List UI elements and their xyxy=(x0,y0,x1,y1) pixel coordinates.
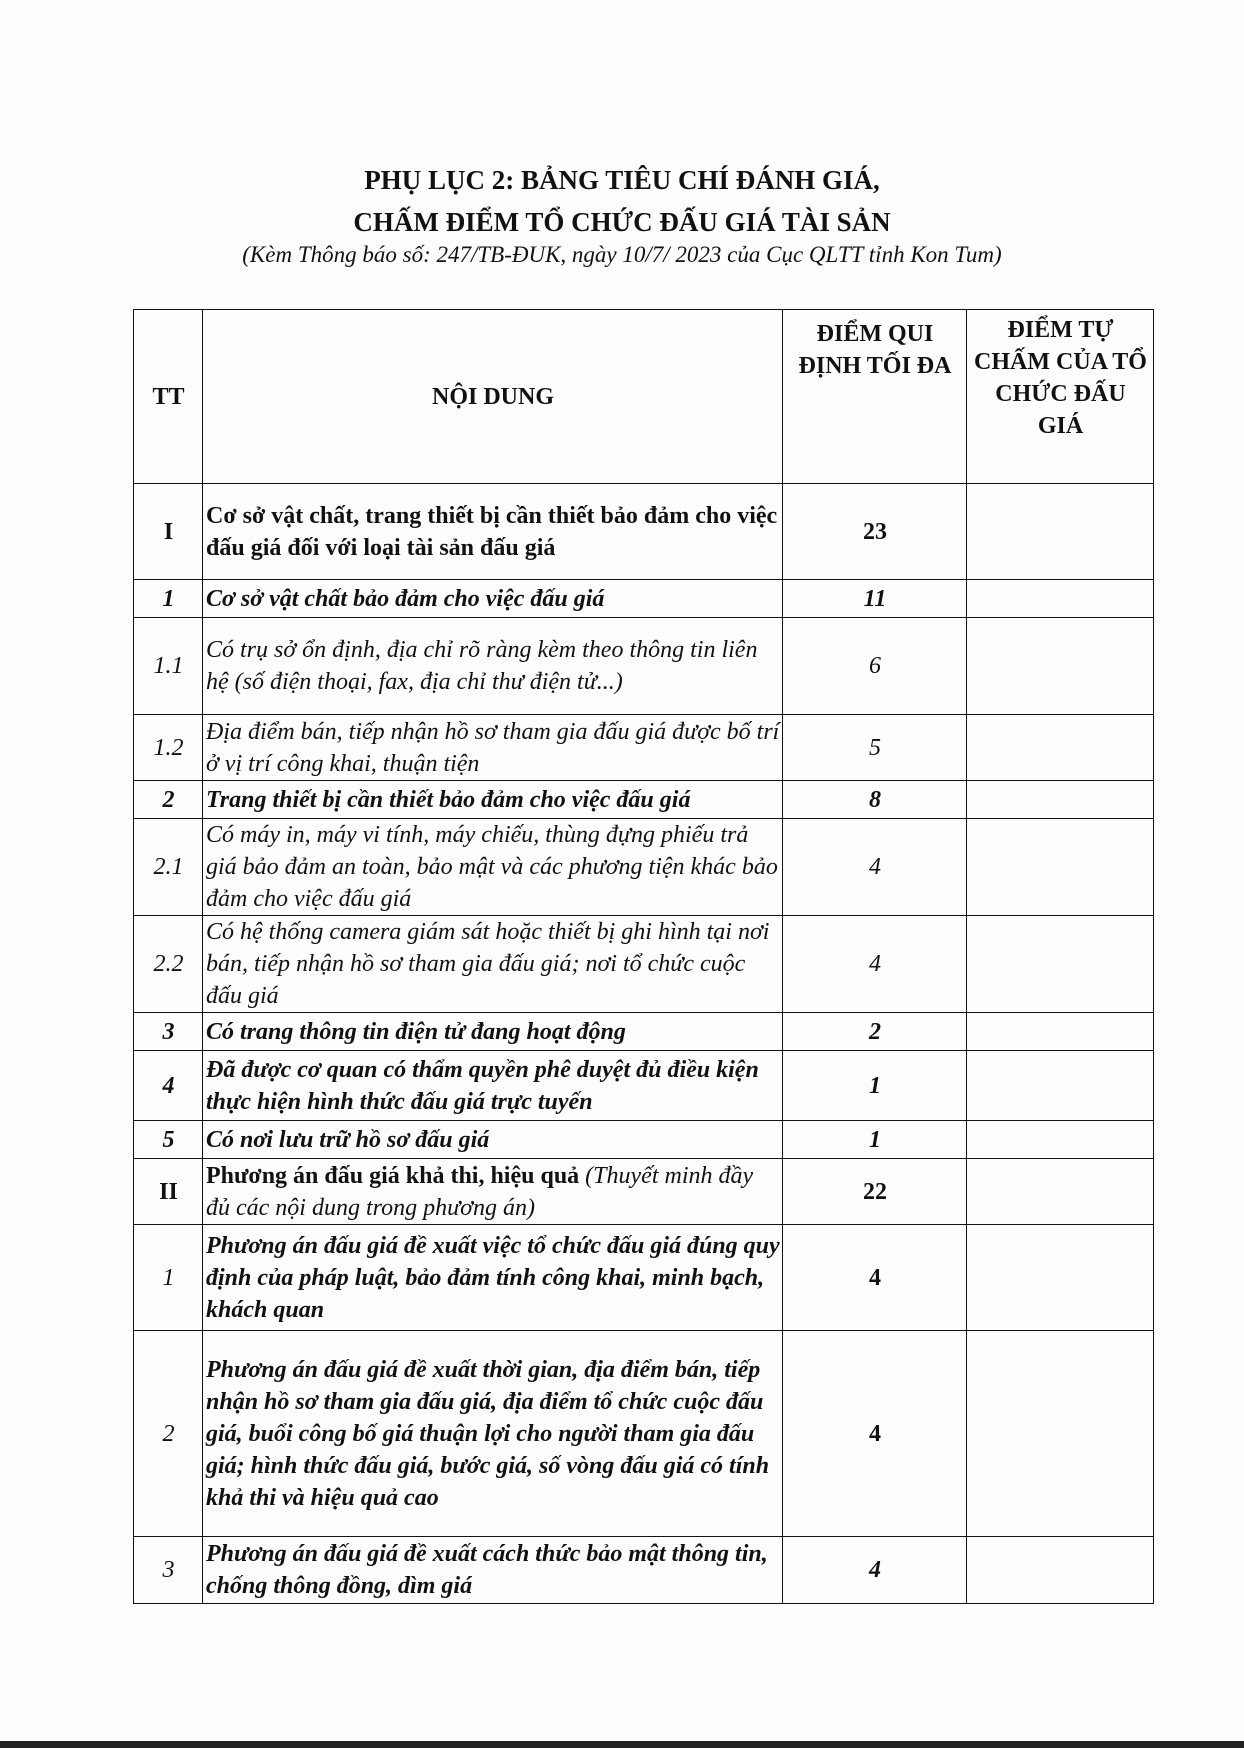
row-content-note: (Thuyết minh đầy đủ các nội dung trong phương án) xyxy=(206,1162,754,1221)
table-row xyxy=(134,715,1154,781)
row-tt: 3 xyxy=(134,1537,203,1604)
row-content: Phương án đấu giá đề xuất thời gian, địa điểm bán, tiếp nhận hồ sơ tham gia đấu giá, địa điểm tổ chức cuộc đấu giá, buổi công bố giá thuận lợi cho người tham gia đấu giá; hình thức đấu giá, bước giá, số vòng đấu giá có tính khả thi và hiệu quả cao xyxy=(203,1331,783,1537)
row-content: Cơ sở vật chất bảo đảm cho việc đấu giá xyxy=(203,580,783,618)
table-header-row xyxy=(134,310,1154,484)
header-tt: TT xyxy=(134,310,203,484)
row-max-score: 4 xyxy=(783,819,967,916)
row-self-score[interactable] xyxy=(967,819,1154,916)
row-tt: 1.2 xyxy=(134,715,203,781)
document-subtitle: (Kèm Thông báo số: 247/TB-ĐUK, ngày 10/7/ 2023 của Cục QLTT tỉnh Kon Tum) xyxy=(242,242,1002,267)
row-max-score: 1 xyxy=(783,1121,967,1159)
row-tt: I xyxy=(134,484,203,580)
table-row xyxy=(134,1331,1154,1537)
table-row xyxy=(134,819,1154,916)
row-tt: 1 xyxy=(134,580,203,618)
row-tt: II xyxy=(134,1159,203,1225)
table-row xyxy=(134,916,1154,1013)
row-content: Trang thiết bị cần thiết bảo đảm cho việc đấu giá xyxy=(203,781,783,819)
row-tt: 3 xyxy=(134,1013,203,1051)
row-self-score[interactable] xyxy=(967,1225,1154,1331)
table-row xyxy=(134,484,1154,580)
row-content: Có máy in, máy vi tính, máy chiếu, thùng đựng phiếu trả giá bảo đảm an toàn, bảo mật và các phương tiện khác bảo đảm cho việc đấu giá xyxy=(203,819,783,916)
row-tt: 1 xyxy=(134,1225,203,1331)
row-self-score[interactable] xyxy=(967,580,1154,618)
row-self-score[interactable] xyxy=(967,1013,1154,1051)
row-max-score: 4 xyxy=(783,1537,967,1604)
row-max-score: 8 xyxy=(783,781,967,819)
table-row xyxy=(134,1159,1154,1225)
row-max-score: 4 xyxy=(783,916,967,1013)
table-row xyxy=(134,1121,1154,1159)
row-self-score[interactable] xyxy=(967,1051,1154,1121)
row-max-score: 22 xyxy=(783,1159,967,1225)
header-self-score: ĐIỂM TỰ CHẤM CỦA TỔ CHỨC ĐẤU GIÁ xyxy=(967,310,1154,484)
row-max-score: 6 xyxy=(783,618,967,715)
row-max-score: 23 xyxy=(783,484,967,580)
row-tt: 4 xyxy=(134,1051,203,1121)
row-tt: 1.1 xyxy=(134,618,203,715)
row-self-score[interactable] xyxy=(967,1537,1154,1604)
row-self-score[interactable] xyxy=(967,484,1154,580)
row-content xyxy=(203,1159,783,1225)
row-tt: 2.1 xyxy=(134,819,203,916)
row-max-score: 2 xyxy=(783,1013,967,1051)
row-tt: 2 xyxy=(134,781,203,819)
row-max-score: 4 xyxy=(783,1225,967,1331)
row-max-score: 11 xyxy=(783,580,967,618)
row-self-score[interactable] xyxy=(967,1159,1154,1225)
table-row xyxy=(134,781,1154,819)
row-content: Có trụ sở ổn định, địa chỉ rõ ràng kèm theo thông tin liên hệ (số điện thoại, fax, địa chỉ thư điện tử...) xyxy=(203,618,783,715)
table-row xyxy=(134,1225,1154,1331)
document-title-line-2: CHẤM ĐIỂM TỔ CHỨC ĐẤU GIÁ TÀI SẢN xyxy=(353,207,891,237)
row-self-score[interactable] xyxy=(967,715,1154,781)
table-row xyxy=(134,580,1154,618)
row-content: Cơ sở vật chất, trang thiết bị cần thiết bảo đảm cho việc đấu giá đối với loại tài sản đấu giá xyxy=(203,484,783,580)
criteria-table xyxy=(133,309,1154,1604)
row-max-score: 5 xyxy=(783,715,967,781)
row-max-score: 1 xyxy=(783,1051,967,1121)
table-row xyxy=(134,1051,1154,1121)
row-content: Có trang thông tin điện tử đang hoạt động xyxy=(203,1013,783,1051)
header-max-score: ĐIỂM QUI ĐỊNH TỐI ĐA xyxy=(783,310,967,484)
row-tt: 2 xyxy=(134,1331,203,1537)
table-row xyxy=(134,1013,1154,1051)
row-content: Phương án đấu giá đề xuất việc tổ chức đấu giá đúng quy định của pháp luật, bảo đảm tính công khai, minh bạch, khách quan xyxy=(203,1225,783,1331)
row-self-score[interactable] xyxy=(967,1121,1154,1159)
row-self-score[interactable] xyxy=(967,916,1154,1013)
document-title-line-1: PHỤ LỤC 2: BẢNG TIÊU CHÍ ĐÁNH GIÁ, xyxy=(364,165,880,195)
header-content: NỘI DUNG xyxy=(203,310,783,484)
row-content: Địa điểm bán, tiếp nhận hồ sơ tham gia đấu giá được bố trí ở vị trí công khai, thuận tiện xyxy=(203,715,783,781)
row-self-score[interactable] xyxy=(967,618,1154,715)
row-tt: 5 xyxy=(134,1121,203,1159)
row-tt: 2.2 xyxy=(134,916,203,1013)
table-row xyxy=(134,618,1154,715)
row-content: Đã được cơ quan có thẩm quyền phê duyệt đủ điều kiện thực hiện hình thức đấu giá trực tuyến xyxy=(203,1051,783,1121)
row-content: Có hệ thống camera giám sát hoặc thiết bị ghi hình tại nơi bán, tiếp nhận hồ sơ tham gia đấu giá; nơi tổ chức cuộc đấu giá xyxy=(203,916,783,1013)
table-row xyxy=(134,1537,1154,1604)
row-content-main: Phương án đấu giá khả thi, hiệu quả xyxy=(206,1162,580,1189)
row-content: Phương án đấu giá đề xuất cách thức bảo mật thông tin, chống thông đồng, dìm giá xyxy=(203,1537,783,1604)
row-max-score: 4 xyxy=(783,1331,967,1537)
row-self-score[interactable] xyxy=(967,1331,1154,1537)
scan-bottom-edge xyxy=(0,1741,1244,1748)
row-content: Có nơi lưu trữ hồ sơ đấu giá xyxy=(203,1121,783,1159)
row-self-score[interactable] xyxy=(967,781,1154,819)
